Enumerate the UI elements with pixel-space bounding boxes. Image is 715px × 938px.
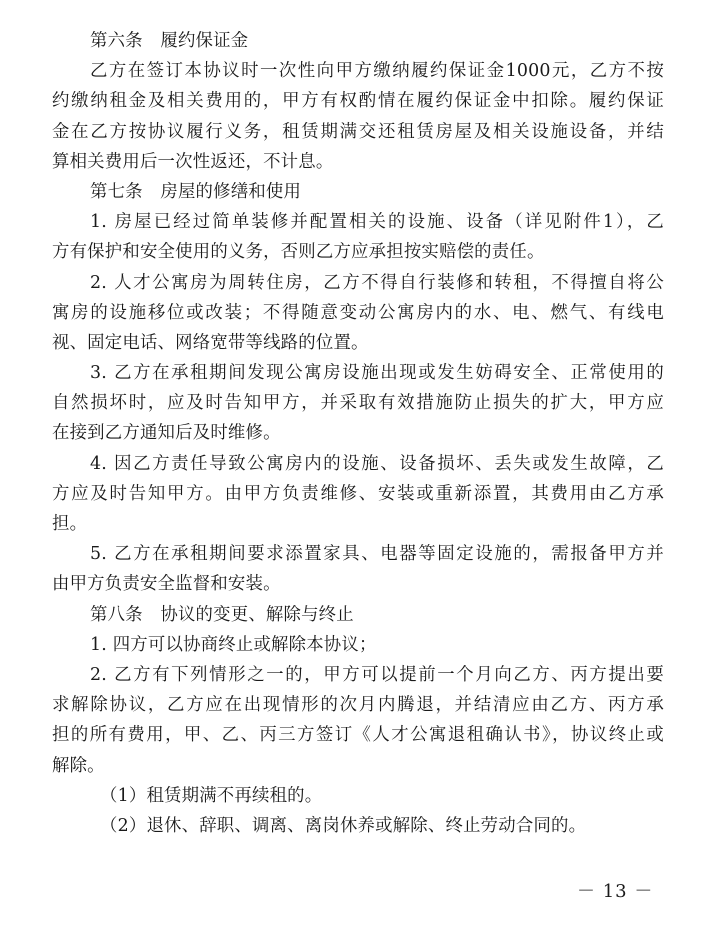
article8-item2-line-4: 解除。 [52,755,105,776]
article8-item2-line-2: 求解除协议，乙方应在出现情形的次月内腾退，并结清应由乙方、丙方承 [52,695,664,716]
article6-line-2: 约缴纳租金及相关费用的，甲方有权酌情在履约保证金中扣除。履约保证 [52,91,664,112]
article7-item1-line-2: 方有保护和安全使用的义务，否则乙方应承担按实赔偿的责任。 [52,242,545,263]
article6-line-1: 乙方在签订本协议时一次性向甲方缴纳履约保证金1000元，乙方不按 [90,61,664,82]
article6-line-4: 算相关费用后一次性返还，不计息。 [52,151,334,172]
article8-subitem-1: （1）租赁期满不再续租的。 [100,785,323,806]
article8-heading: 第八条 协议的变更、解除与终止 [90,604,354,625]
article7-item2-line-3: 视、固定电话、网络宽带等线路的位置。 [52,332,369,353]
article6-heading: 第六条 履约保证金 [90,31,249,51]
article7-item2-line-2: 寓房的设施移位或改装；不得随意变动公寓房内的水、电、燃气、有线电 [52,302,664,323]
article7-item3-line-3: 在接到乙方通知后及时维修。 [52,423,281,444]
article7-item5-line-2: 由甲方负责安全监督和安装。 [52,574,281,595]
page-number: － 13 － [577,881,654,902]
article8-item2-line-3: 担的所有费用，甲、乙、丙三方签订《人才公寓退租确认书》，协议终止或 [52,725,664,746]
article8-item2-line-1: 2. 乙方有下列情形之一的，甲方可以提前一个月向乙方、丙方提出要 [90,664,664,685]
article7-heading: 第七条 房屋的修缮和使用 [90,181,302,202]
article7-item3-line-1: 3. 乙方在承租期间发现公寓房设施出现或发生妨碍安全、正常使用的 [90,363,664,384]
article6-line-3: 金在乙方按协议履行义务，租赁期满交还租赁房屋及相关设施设备，并结 [52,121,664,142]
article7-item3-line-2: 自然损坏时，应及时告知甲方，并采取有效措施防止损失的扩大，甲方应 [52,393,664,414]
article7-item4-line-3: 担。 [52,514,88,534]
article8-subitem-2: （2）退休、辞职、调离、离岗休养或解除、终止劳动合同的。 [100,815,587,836]
article8-item1-line-1: 1. 四方可以协商终止或解除本协议； [90,634,377,655]
article7-item2-line-1: 2. 人才公寓房为周转住房，乙方不得自行装修和转租，不得擅自将公 [90,272,664,293]
article7-item1-line-1: 1. 房屋已经过简单装修并配置相关的设施、设备（详见附件1），乙 [90,212,664,233]
article7-item4-line-1: 4. 因乙方责任导致公寓房内的设施、设备损坏、丢失或发生故障，乙 [90,453,664,474]
article7-item5-line-1: 5. 乙方在承租期间要求添置家具、电器等固定设施的，需报备甲方并 [90,544,664,565]
document-body [52,26,664,841]
article7-item4-line-2: 方应及时告知甲方。由甲方负责维修、安装或重新添置，其费用由乙方承 [52,483,664,504]
